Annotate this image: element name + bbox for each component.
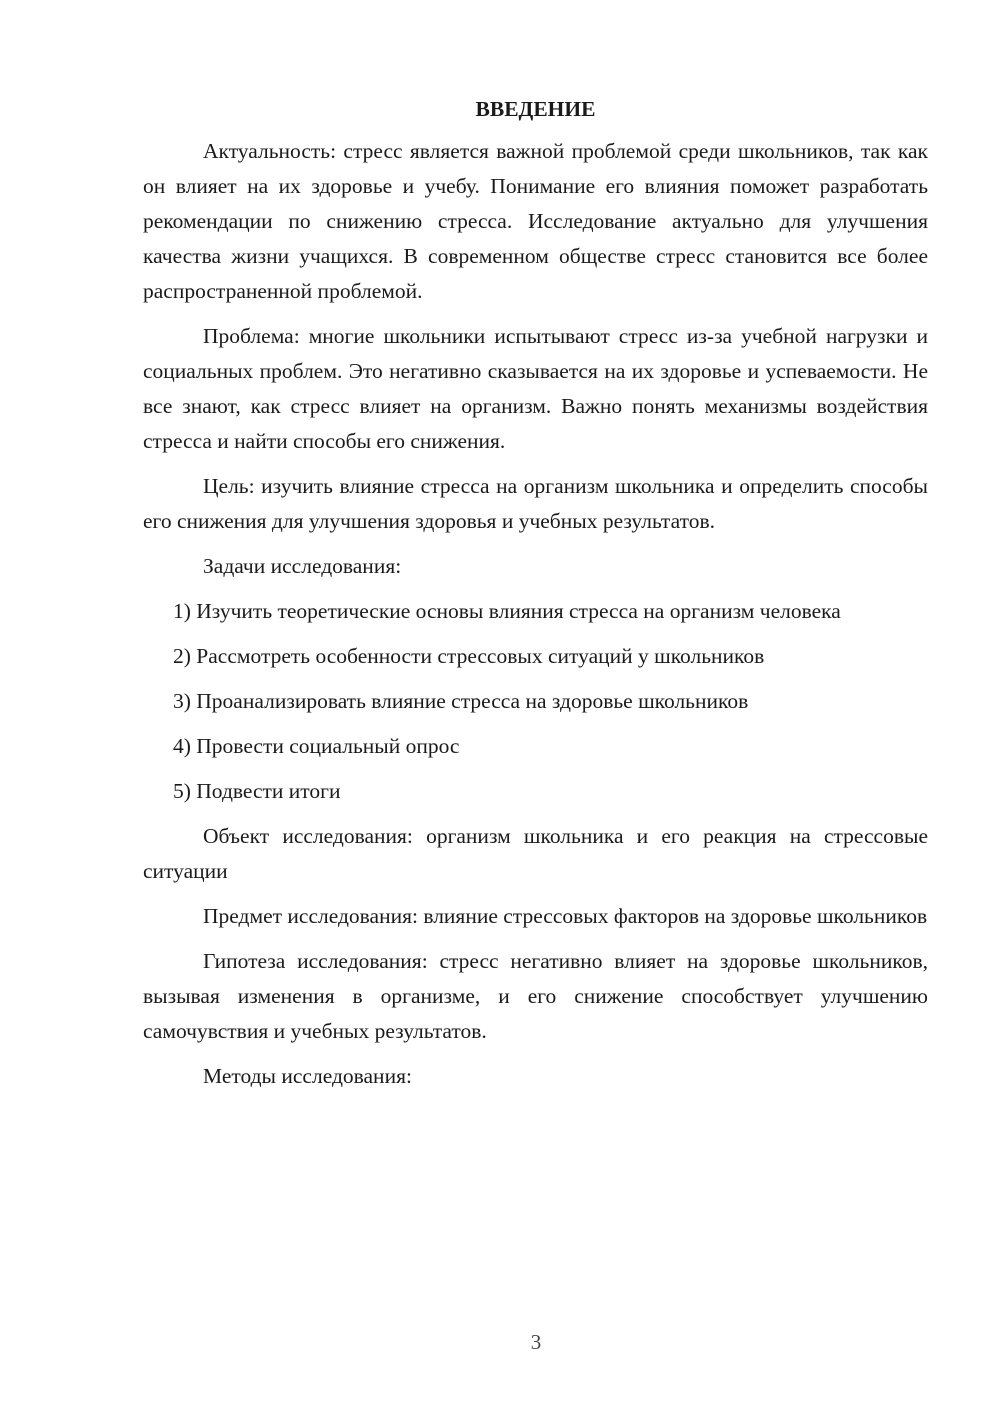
tasks-label: Задачи исследования: <box>203 554 402 578</box>
problem-paragraph: Проблема: многие школьники испытывают стресс из-за учебной нагрузки и социальных проблем. Это негативно сказывается на их здоровье и успеваемости. Не все знают, как стресс влияет на организм. Важно понять механизмы воздействия стресса и найти способы его снижения. <box>143 324 928 453</box>
goal-paragraph: Цель: изучить влияние стресса на организм школьника и определить способы его снижения для улучшения здоровья и учебных результатов. <box>143 474 928 533</box>
relevance-paragraph: Актуальность: стресс является важной проблемой среди школьников, так как он влияет на их здоровье и учебу. Понимание его влияния поможет разработать рекомендации по снижению стресса. Исследование актуально для улучшения качества жизни учащихся. В современном обществе стресс становится все более распространенной проблемой. <box>143 139 928 303</box>
task-item: 3) Проанализировать влияние стресса на здоровье школьников <box>173 689 749 713</box>
page-title: ВВЕДЕНИЕ <box>475 97 596 121</box>
task-item: 5) Подвести итоги <box>173 779 341 803</box>
subject-paragraph: Предмет исследования: влияние стрессовых факторов на здоровье школьников <box>203 904 928 928</box>
methods-label: Методы исследования: <box>203 1064 412 1088</box>
task-item: 1) Изучить теоретические основы влияния стресса на организм человека <box>173 599 841 623</box>
hypothesis-paragraph: Гипотеза исследования: стресс негативно влияет на здоровье школьников, вызывая изменения в организме, и его снижение способствует улучшению самочувствия и учебных результатов. <box>143 949 928 1043</box>
object-paragraph: Объект исследования: организм школьника и его реакция на стрессовые ситуации <box>143 824 928 883</box>
document-page <box>143 92 928 1104</box>
task-item: 4) Провести социальный опрос <box>173 734 460 758</box>
task-item: 2) Рассмотреть особенности стрессовых ситуаций у школьников <box>173 644 765 668</box>
tasks-list <box>143 594 928 809</box>
page-number: 3 <box>530 1330 542 1354</box>
